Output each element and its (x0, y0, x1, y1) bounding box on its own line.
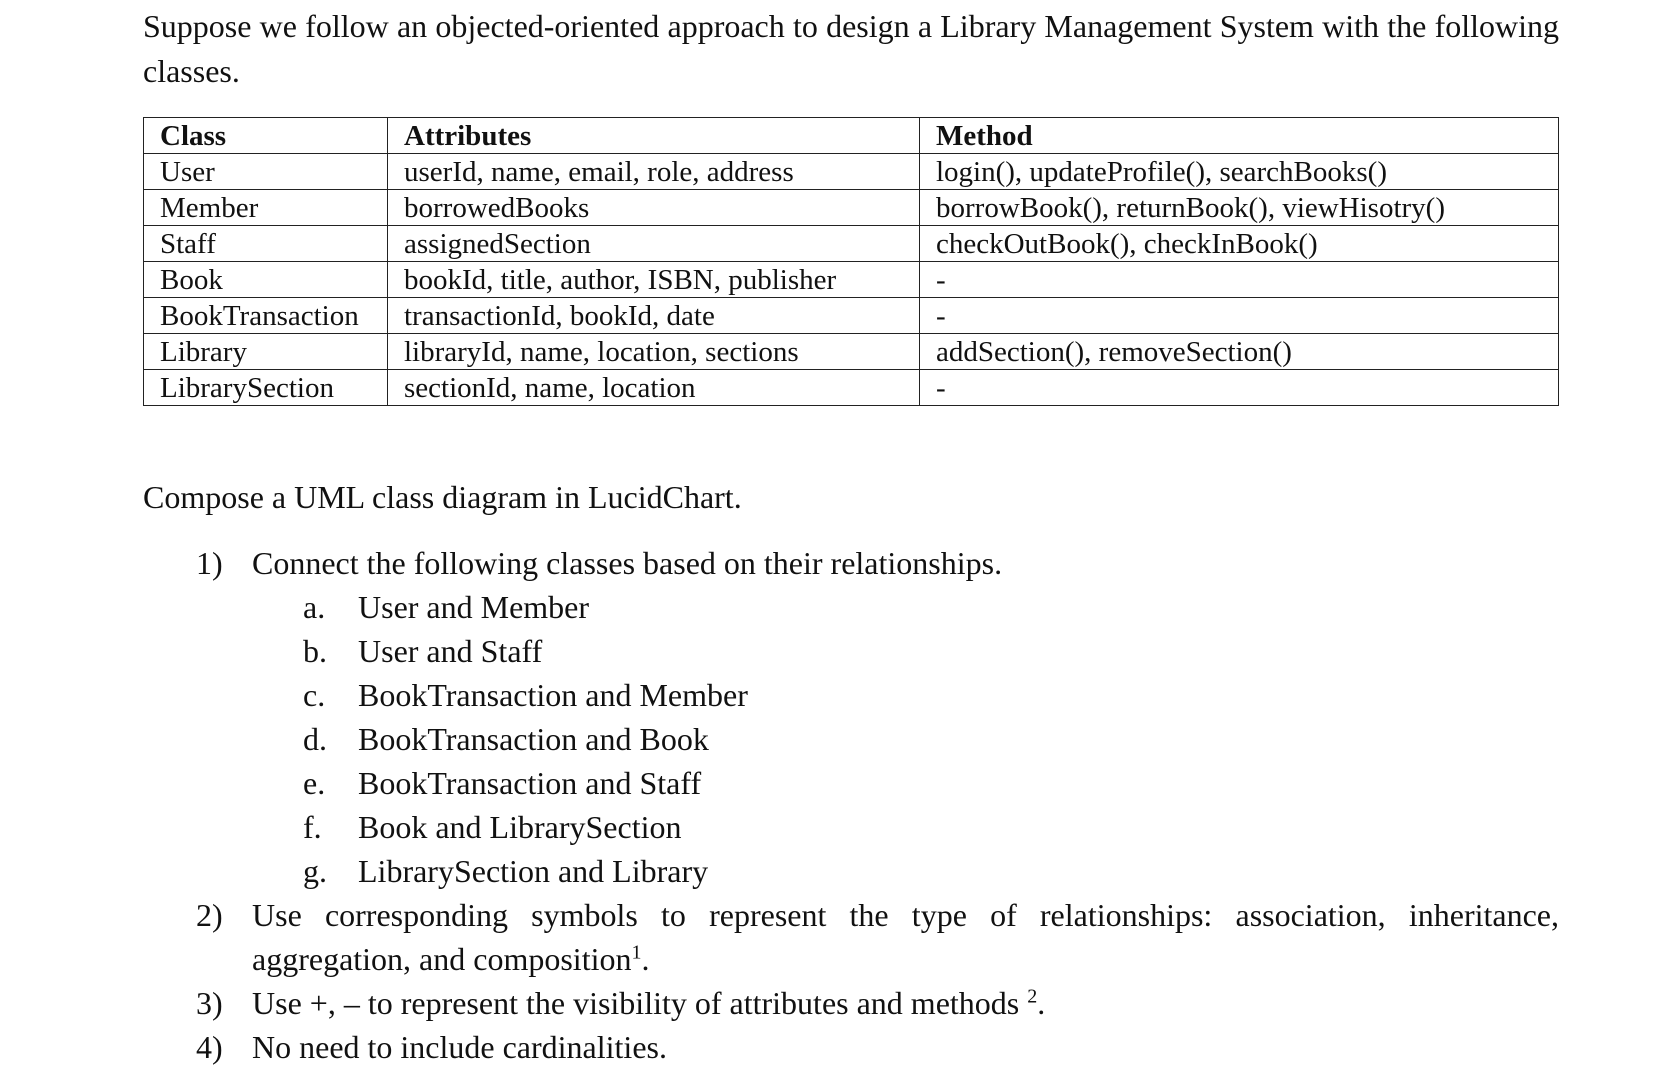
instruction-number: 3) (196, 985, 223, 1021)
sub-item-letter: d. (303, 721, 327, 757)
sub-item-text: BookTransaction and Member (358, 677, 748, 713)
method-cell: - (920, 370, 1559, 406)
sub-item (303, 585, 589, 629)
table-row (144, 226, 1559, 262)
instruction-item-4 (196, 1025, 1559, 1069)
sub-item-letter: e. (303, 765, 326, 801)
method-cell: login(), updateProfile(), searchBooks() (920, 154, 1559, 190)
sub-item (303, 761, 701, 805)
footnote-marker: 1 (631, 941, 642, 964)
attributes-cell: transactionId, bookId, date (388, 298, 920, 334)
attributes-cell: userId, name, email, role, address (388, 154, 920, 190)
table-row (144, 154, 1559, 190)
table-header-row (144, 118, 1559, 154)
attributes-cell: libraryId, name, location, sections (388, 334, 920, 370)
task-statement: Compose a UML class diagram in LucidChart. (143, 479, 742, 515)
method-cell: checkOutBook(), checkInBook() (920, 226, 1559, 262)
table-row (144, 190, 1559, 226)
instruction-number: 4) (196, 1029, 223, 1065)
instruction-item-2 (196, 893, 1559, 981)
instruction-body: Use corresponding symbols to represent the type of relationships: association, inheritance, aggregation, and composition (252, 897, 1559, 977)
instruction-number: 1) (196, 545, 223, 581)
instruction-text: Connect the following classes based on their relationships. (252, 545, 1003, 581)
sub-item-letter: a. (303, 589, 326, 625)
sub-item-letter: g. (303, 853, 327, 889)
instruction-item-1 (196, 541, 1559, 585)
table-row (144, 262, 1559, 298)
sub-item-text: BookTransaction and Staff (358, 765, 702, 801)
sub-item (303, 805, 681, 849)
sub-item (303, 673, 748, 717)
footnote-marker: 2 (1027, 985, 1038, 1008)
instruction-body: Use +, – to represent the visibility of attributes and methods (252, 985, 1028, 1021)
intro-paragraph: Suppose we follow an objected-oriented approach to design a Library Management System with the following classes. (143, 8, 1559, 89)
sub-item-text: User and Staff (358, 633, 543, 669)
sub-item-text: Book and LibrarySection (358, 809, 682, 845)
sub-item-text: LibrarySection and Library (358, 853, 709, 889)
header-attributes: Attributes (388, 118, 920, 154)
class-cell: LibrarySection (144, 370, 388, 406)
class-cell: Book (144, 262, 388, 298)
instruction-text (252, 981, 1559, 1025)
class-cell: Member (144, 190, 388, 226)
class-cell: Library (144, 334, 388, 370)
sub-item-text: BookTransaction and Book (358, 721, 709, 757)
instruction-number: 2) (196, 897, 223, 933)
method-cell: - (920, 298, 1559, 334)
method-cell: addSection(), removeSection() (920, 334, 1559, 370)
attributes-cell: sectionId, name, location (388, 370, 920, 406)
attributes-cell: assignedSection (388, 226, 920, 262)
instruction-item-3 (196, 981, 1559, 1025)
class-cell: User (144, 154, 388, 190)
class-table (143, 117, 1559, 406)
class-cell: BookTransaction (144, 298, 388, 334)
instruction-text (252, 893, 1559, 981)
sub-item (303, 629, 542, 673)
table-row (144, 298, 1559, 334)
method-cell: borrowBook(), returnBook(), viewHisotry() (920, 190, 1559, 226)
table-row (144, 370, 1559, 406)
header-method: Method (920, 118, 1559, 154)
sub-item-letter: b. (303, 633, 327, 669)
instruction-tail: . (641, 941, 650, 977)
header-class: Class (144, 118, 388, 154)
sub-item (303, 717, 709, 761)
sub-item (303, 849, 708, 893)
instruction-tail: . (1037, 985, 1046, 1021)
instruction-text: No need to include cardinalities. (252, 1029, 667, 1065)
table-row (144, 334, 1559, 370)
sub-item-letter: f. (303, 809, 322, 845)
method-cell: - (920, 262, 1559, 298)
attributes-cell: borrowedBooks (388, 190, 920, 226)
attributes-cell: bookId, title, author, ISBN, publisher (388, 262, 920, 298)
sub-item-text: User and Member (358, 589, 590, 625)
sub-item-letter: c. (303, 677, 326, 713)
class-cell: Staff (144, 226, 388, 262)
